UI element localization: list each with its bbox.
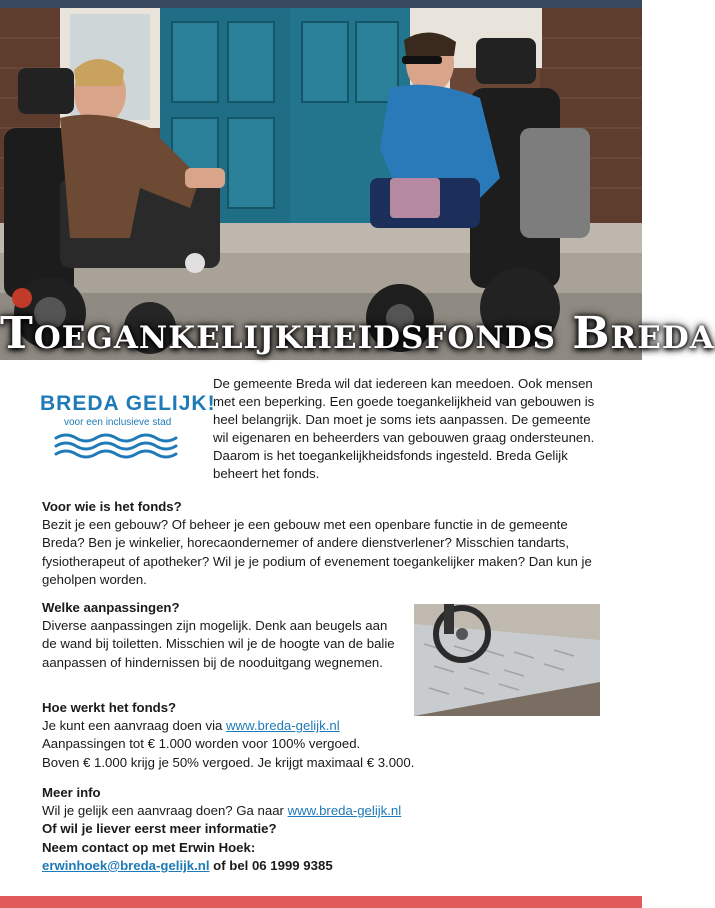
- phone-text: of bel 06 1999 9385: [209, 857, 333, 873]
- apply-text: Je kunt een aanvraag doen via: [42, 718, 227, 733]
- hero-photo: [0, 8, 715, 360]
- section-meer-info: [42, 783, 602, 875]
- intro-text: De gemeente Breda wil dat iedereen kan meedoen. Ook mensen met een beperking. Een goede toegankelijkheid van gebouwen is heel belangrijk. Dan moet je soms iets aanpassen. De gemeente wil eigenaren en beheerders van gebouwen graag ondersteunen. Daarom is het toegankelijkheidsfonds ingesteld. Breda Gelijk beheert het fonds.: [213, 376, 595, 482]
- info-apply-line: [42, 802, 602, 820]
- bottom-color-strip: [0, 896, 642, 908]
- section-heading: Voor wie is het fonds?: [42, 499, 182, 514]
- contact-details: [42, 857, 602, 875]
- logo-subtitle: voor een inclusieve stad: [64, 417, 172, 428]
- email-link[interactable]: erwinhoek@breda-gelijk.nl: [42, 857, 210, 873]
- logo-waves-icon: [54, 432, 188, 458]
- contact-line: Neem contact op met Erwin Hoek:: [42, 839, 256, 855]
- website-link[interactable]: www.breda-gelijk.nl: [226, 718, 340, 733]
- section-voor-wie: [42, 497, 602, 589]
- reimbursement-line-1: Aanpassingen tot € 1.000 worden voor 100% vergoed.: [42, 736, 361, 752]
- logo-title: BREDA GELIJK!: [40, 392, 216, 415]
- apply-line: [42, 717, 602, 735]
- section-body: Bezit je een gebouw? Of beheer je een gebouw met een openbare functie in de gemeente Breda? Ben je winkelier, horecaondernemer of andere dienstverlener? Misschien tandarts, fysiotherapeut of apotheker? Wil je je podium of evenement toegankelijker maken? Dan kun je geholpen worden.: [42, 517, 592, 587]
- section-heading: Meer info: [42, 785, 101, 800]
- info-apply-text: Wil je gelijk een aanvraag doen? Ga naar: [42, 803, 288, 818]
- top-color-strip: [0, 0, 642, 8]
- section-heading: Welke aanpassingen?: [42, 600, 180, 615]
- section-aanpassingen: [42, 598, 398, 672]
- page-title: Toegankelijkheidsfonds Breda: [0, 308, 715, 359]
- website-link[interactable]: www.breda-gelijk.nl: [287, 803, 402, 818]
- section-hoe-werkt: [42, 698, 602, 772]
- info-question: Of wil je liever eerst meer informatie?: [42, 821, 277, 837]
- reimbursement-line-2: Boven € 1.000 krijg je 50% vergoed. Je krijgt maximaal € 3.000.: [42, 754, 415, 770]
- section-heading: Hoe werkt het fonds?: [42, 700, 177, 715]
- breda-gelijk-logo: [40, 392, 216, 462]
- section-body: Diverse aanpassingen zijn mogelijk. Denk aan beugels aan de wand bij toiletten. Misschien wil je de hoogte van de balie aanpassen of hindernissen bij de nooduitgang wegnemen.: [42, 618, 395, 670]
